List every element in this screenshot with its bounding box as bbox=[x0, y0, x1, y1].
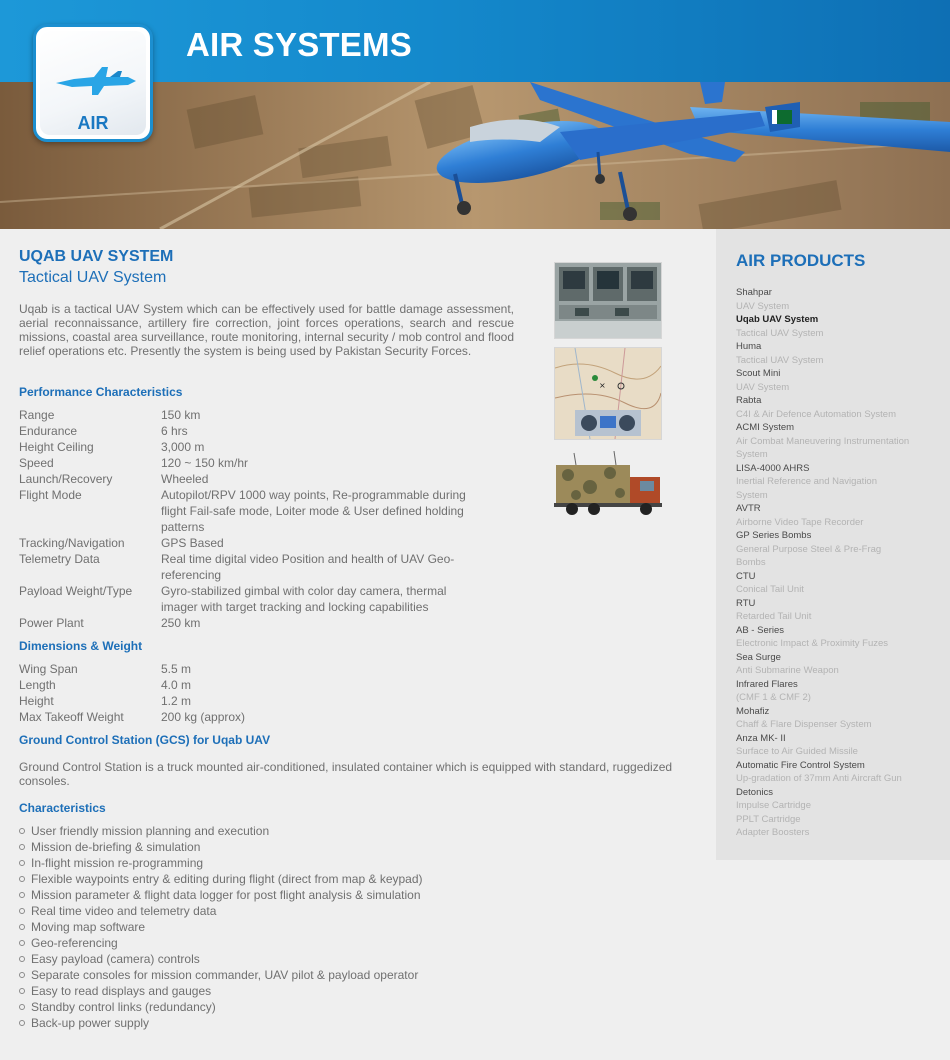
product-intro: Uqab is a tactical UAV System which can be effectively used for battle damage assessment, aerial reconnaissance, artillery fire correction, joint forces operations, search and rescue missions, coastal area surveillance, route monitoring, internal security / mob control and flood relief operations etc. Presently the system is being used by Pakistan Security Forces. bbox=[19, 302, 514, 358]
sidebar-item[interactable] bbox=[736, 759, 936, 786]
spec-value: GPS Based bbox=[161, 536, 224, 550]
sidebar-item[interactable] bbox=[736, 732, 936, 759]
sidebar-item-desc: Surface to Air Guided Missile bbox=[736, 746, 858, 757]
sidebar-item-desc: Retarded Tail Unit bbox=[736, 611, 812, 622]
sidebar-item-name[interactable]: Detonics bbox=[736, 786, 773, 798]
list-item bbox=[19, 983, 423, 999]
bullet-circle-icon bbox=[19, 988, 25, 994]
spec-value: Autopilot/RPV 1000 way points, Re-programmable during flight Fail-safe mode, Loiter mode & User defined holding patterns bbox=[161, 488, 466, 534]
sidebar-item-desc: Adapter Boosters bbox=[736, 827, 810, 838]
sidebar-item-desc: Inertial Reference and Navigation bbox=[736, 476, 878, 487]
spec-value: 200 kg (approx) bbox=[161, 710, 246, 724]
list-item bbox=[19, 871, 423, 887]
list-item bbox=[19, 935, 423, 951]
sidebar-item[interactable] bbox=[736, 394, 936, 421]
sidebar-item[interactable] bbox=[736, 313, 936, 340]
spec-label: Speed bbox=[19, 456, 54, 470]
sidebar-item-desc: Impulse Cartridge bbox=[736, 800, 811, 811]
sidebar-item-name[interactable]: AB - Series bbox=[736, 624, 785, 636]
spec-value: 3,000 m bbox=[161, 440, 205, 454]
sidebar-item[interactable] bbox=[736, 786, 936, 840]
sidebar-item-desc: Up-gradation of 37mm Anti Aircraft Gun bbox=[736, 773, 902, 784]
sidebar-item-desc: PPLT Cartridge bbox=[736, 813, 801, 825]
sidebar-item[interactable] bbox=[736, 462, 936, 503]
list-item bbox=[19, 967, 423, 983]
spec-value: 1.2 m bbox=[161, 694, 192, 708]
list-item bbox=[19, 999, 423, 1015]
sidebar-item-desc: Tactical UAV System bbox=[736, 354, 824, 366]
spec-value: 5.5 m bbox=[161, 662, 192, 676]
sidebar-item-desc: Airborne Video Tape Recorder bbox=[736, 516, 864, 528]
list-item-text: Separate consoles for mission commander, UAV pilot & payload operator bbox=[31, 968, 419, 982]
spec-value: 250 km bbox=[161, 616, 201, 630]
product-title: UQAB UAV SYSTEM bbox=[19, 248, 174, 265]
spec-label: Endurance bbox=[19, 424, 78, 438]
list-item bbox=[19, 951, 423, 967]
bullet-circle-icon bbox=[19, 908, 25, 914]
sidebar-item-desc: System bbox=[736, 449, 768, 460]
gcs-truck-image bbox=[554, 451, 662, 517]
sidebar-item-desc: Air Combat Maneuvering Instrumentation bbox=[736, 435, 910, 447]
sidebar-item-desc: Chaff & Flare Dispenser System bbox=[736, 719, 872, 730]
characteristics-heading: Characteristics bbox=[19, 801, 106, 815]
spec-label: Height Ceiling bbox=[19, 440, 94, 454]
air-logo[interactable] bbox=[33, 24, 153, 142]
bullet-circle-icon bbox=[19, 924, 25, 930]
sidebar-item[interactable] bbox=[736, 570, 936, 597]
spec-value: 6 hrs bbox=[161, 424, 188, 438]
dimensions-heading: Dimensions & Weight bbox=[19, 639, 143, 653]
list-item-text: Flexible waypoints entry & editing during flight (direct from map & keypad) bbox=[31, 872, 423, 886]
bullet-circle-icon bbox=[19, 940, 25, 946]
bullet-circle-icon bbox=[19, 844, 25, 850]
sidebar-item-name[interactable]: Sea Surge bbox=[736, 651, 781, 663]
sidebar-item[interactable] bbox=[736, 678, 936, 705]
sidebar-item-name[interactable]: Rabta bbox=[736, 395, 762, 406]
sidebar-item-name[interactable]: Mohafiz bbox=[736, 705, 770, 717]
list-item bbox=[19, 855, 423, 871]
sidebar-item-name[interactable]: Shahpar bbox=[736, 287, 772, 298]
performance-heading: Performance Characteristics bbox=[19, 385, 183, 399]
spec-label: Flight Mode bbox=[19, 488, 82, 502]
sidebar-item-name[interactable]: AVTR bbox=[736, 503, 761, 514]
sidebar-item-desc: Bombs bbox=[736, 557, 766, 568]
sidebar-item-name[interactable]: LISA-4000 AHRS bbox=[736, 462, 810, 474]
sidebar-item-name[interactable]: Scout Mini bbox=[736, 368, 781, 379]
gcs-console-image bbox=[554, 262, 662, 339]
sidebar-item[interactable] bbox=[736, 286, 936, 313]
bullet-circle-icon bbox=[19, 828, 25, 834]
spec-label: Tracking/Navigation bbox=[19, 536, 125, 550]
bullet-circle-icon bbox=[19, 876, 25, 882]
list-item-text: Easy to read displays and gauges bbox=[31, 984, 212, 998]
sidebar-item-name[interactable]: RTU bbox=[736, 597, 756, 609]
spec-label: Max Takeoff Weight bbox=[19, 710, 124, 724]
sidebar-item-name[interactable]: Huma bbox=[736, 341, 762, 352]
spec-value: Real time digital video Position and health of UAV Geo-referencing bbox=[161, 552, 455, 582]
list-item-text: Mission parameter & flight data logger for post flight analysis & simulation bbox=[31, 888, 421, 902]
list-item bbox=[19, 919, 423, 935]
spec-value: Gyro-stabilized gimbal with color day camera, thermal imager with target tracking and locking capabilities bbox=[161, 584, 447, 614]
gcs-heading: Ground Control Station (GCS) for Uqab UAV bbox=[19, 733, 271, 747]
spec-label: Launch/Recovery bbox=[19, 472, 113, 486]
sidebar-item-name[interactable]: Infrared Flares bbox=[736, 678, 798, 690]
list-item-text: Real time video and telemetry data bbox=[31, 904, 217, 918]
sidebar-item-name[interactable]: CTU bbox=[736, 570, 756, 582]
spec-label: Height bbox=[19, 694, 54, 708]
sidebar-item-desc: System bbox=[736, 489, 768, 501]
list-item-text: Mission de-briefing & simulation bbox=[31, 840, 201, 854]
sidebar-list bbox=[736, 286, 936, 840]
sidebar-item[interactable] bbox=[736, 340, 936, 367]
bullet-circle-icon bbox=[19, 892, 25, 898]
sidebar-item-desc: Tactical UAV System bbox=[736, 327, 824, 339]
spec-value: 120 ~ 150 km/hr bbox=[161, 456, 249, 470]
sidebar-item-desc: UAV System bbox=[736, 300, 790, 312]
jet-icon bbox=[54, 65, 138, 99]
svg-text:×: × bbox=[599, 381, 606, 390]
spec-label: Power Plant bbox=[19, 616, 84, 630]
sidebar-item-name[interactable]: Anza MK- II bbox=[736, 732, 786, 744]
bullet-circle-icon bbox=[19, 1020, 25, 1026]
list-item-text: Back-up power supply bbox=[31, 1016, 150, 1030]
sidebar-item-name[interactable]: Automatic Fire Control System bbox=[736, 759, 865, 771]
characteristics-list bbox=[19, 823, 423, 1031]
sidebar-item-desc: Conical Tail Unit bbox=[736, 584, 804, 595]
list-item-text: Standby control links (redundancy) bbox=[31, 1000, 216, 1014]
sidebar-item-name[interactable]: ACMI System bbox=[736, 422, 795, 433]
map-software-image bbox=[554, 347, 662, 440]
sidebar-item[interactable] bbox=[736, 597, 936, 624]
sidebar-item[interactable] bbox=[736, 651, 936, 678]
list-item bbox=[19, 903, 423, 919]
list-item bbox=[19, 1015, 423, 1031]
air-products-sidebar bbox=[716, 229, 950, 860]
sidebar-item-desc: UAV System bbox=[736, 381, 790, 393]
spec-value: 4.0 m bbox=[161, 678, 192, 692]
sidebar-item[interactable] bbox=[736, 529, 936, 570]
sidebar-item[interactable] bbox=[736, 421, 936, 462]
sidebar-heading: AIR PRODUCTS bbox=[736, 251, 866, 270]
sidebar-item-name[interactable]: GP Series Bombs bbox=[736, 530, 812, 541]
logo-label: AIR bbox=[77, 113, 109, 133]
bullet-circle-icon bbox=[19, 972, 25, 978]
list-item-text: Easy payload (camera) controls bbox=[31, 952, 200, 966]
sidebar-item-desc: General Purpose Steel & Pre-Frag bbox=[736, 543, 882, 555]
sidebar-item[interactable] bbox=[736, 502, 936, 529]
gcs-description: Ground Control Station is a truck mounted air-conditioned, insulated container which is equipped with standard, ruggedized consoles. bbox=[19, 760, 673, 788]
spec-label: Wing Span bbox=[19, 662, 78, 676]
list-item-text: Moving map software bbox=[31, 920, 146, 934]
spec-label: Payload Weight/Type bbox=[19, 584, 133, 598]
list-item-text: In-flight mission re-programming bbox=[31, 856, 204, 870]
sidebar-item[interactable] bbox=[736, 624, 936, 651]
sidebar-item[interactable] bbox=[736, 705, 936, 732]
bullet-circle-icon bbox=[19, 860, 25, 866]
list-item-text: User friendly mission planning and execution bbox=[31, 824, 270, 838]
list-item bbox=[19, 887, 423, 903]
bullet-circle-icon bbox=[19, 956, 25, 962]
spec-label: Length bbox=[19, 678, 56, 692]
spec-value: 150 km bbox=[161, 408, 201, 422]
bullet-circle-icon bbox=[19, 1004, 25, 1010]
sidebar-item[interactable] bbox=[736, 367, 936, 394]
sidebar-item-desc: (CMF 1 & CMF 2) bbox=[736, 692, 811, 703]
spec-label: Telemetry Data bbox=[19, 552, 100, 566]
sidebar-item-desc: Anti Submarine Weapon bbox=[736, 665, 839, 676]
sidebar-item-name[interactable]: Uqab UAV System bbox=[736, 314, 819, 325]
list-item bbox=[19, 823, 423, 839]
spec-value: Wheeled bbox=[161, 472, 209, 486]
sidebar-item-desc: C4I & Air Defence Automation System bbox=[736, 408, 896, 420]
sidebar-item-desc: Electronic Impact & Proximity Fuzes bbox=[736, 638, 889, 649]
list-item bbox=[19, 839, 423, 855]
spec-label: Range bbox=[19, 408, 55, 422]
product-subtitle: Tactical UAV System bbox=[19, 269, 167, 286]
list-item-text: Geo-referencing bbox=[31, 936, 118, 950]
page-title: AIR SYSTEMS bbox=[186, 26, 412, 63]
